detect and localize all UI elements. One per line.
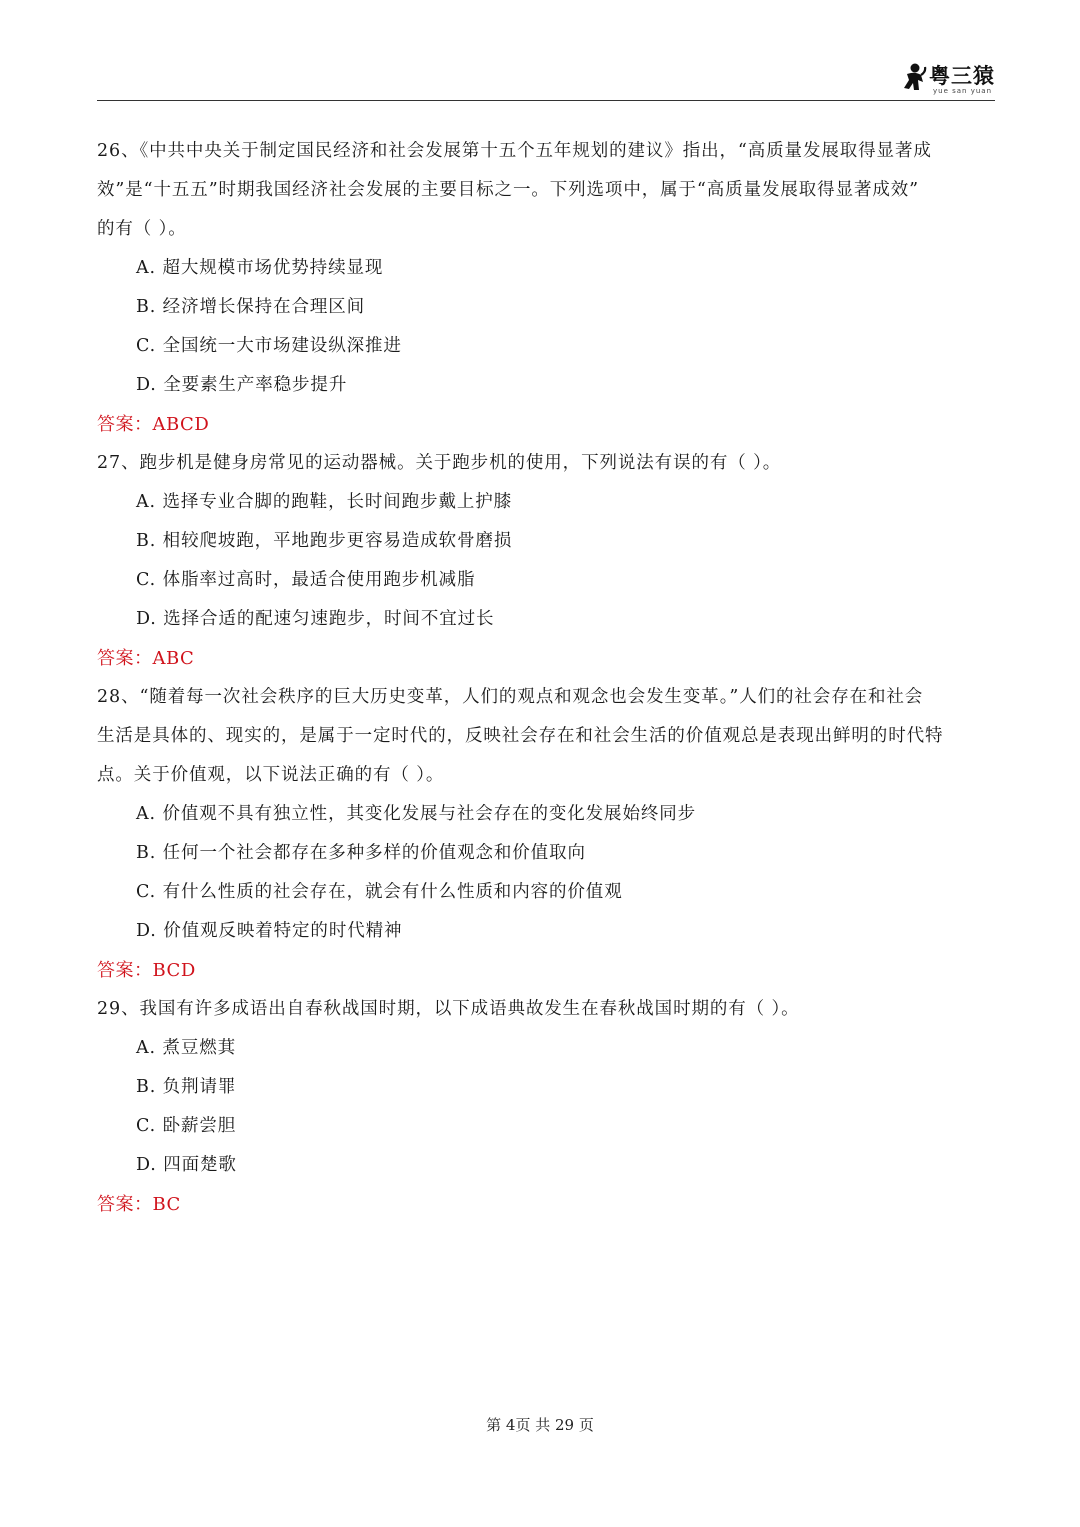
question-text-line: 的有（ ）。 — [97, 219, 187, 239]
page-header — [97, 58, 995, 101]
option-d: D. 四面楚歌 — [136, 1155, 237, 1175]
option-c: C. 全国统一大市场建设纵深推进 — [136, 336, 402, 356]
question-list — [97, 132, 983, 1224]
page-number: 第 4页 共 29 页 — [486, 1416, 594, 1434]
option-b: B. 负荆请罪 — [136, 1077, 237, 1097]
option-a: A. 价值观不具有独立性，其变化发展与社会存在的变化发展始终同步 — [136, 804, 697, 824]
option-a: A. 选择专业合脚的跑鞋，长时间跑步戴上护膝 — [136, 492, 513, 512]
question-27 — [97, 444, 983, 678]
option-c: C. 体脂率过高时，最适合使用跑步机减脂 — [136, 570, 476, 590]
option-b: B. 经济增长保持在合理区间 — [136, 297, 366, 317]
option-a: A. 煮豆燃萁 — [136, 1038, 237, 1058]
option-d: D. 价值观反映着特定的时代精神 — [136, 921, 403, 941]
answer-text: 答案：ABC — [97, 648, 195, 669]
answer-text: 答案：BCD — [97, 960, 196, 981]
option-c: C. 卧薪尝胆 — [136, 1116, 237, 1136]
question-text-line: 26、《中共中央关于制定国民经济和社会发展第十五个五年规划的建议》指出，“高质量发展取得显著成 — [97, 141, 932, 161]
question-text-line: 29、我国有许多成语出自春秋战国时期，以下成语典故发生在春秋战国时期的有（ ）。 — [97, 999, 800, 1019]
question-text-line: 效”是“十五五”时期我国经济社会发展的主要目标之一。下列选项中，属于“高质量发展取得显著成效” — [97, 180, 920, 200]
logo-subtitle: yue san yuan — [933, 87, 993, 95]
question-text-line: 生活是具体的、现实的，是属于一定时代的，反映社会存在和社会生活的价值观总是表现出鲜明的时代特 — [97, 726, 944, 746]
question-text-line: 27、跑步机是健身房常见的运动器械。关于跑步机的使用，下列说法有误的有（ ）。 — [97, 453, 782, 473]
option-b: B. 任何一个社会都存在多种多样的价值观念和价值取向 — [136, 843, 586, 863]
question-26 — [97, 132, 983, 444]
question-29 — [97, 990, 983, 1224]
option-d: D. 全要素生产率稳步提升 — [136, 375, 348, 395]
logo-text: 粤三猿 — [929, 64, 995, 88]
option-d: D. 选择合适的配速匀速跑步，时间不宜过长 — [136, 609, 495, 629]
option-a: A. 超大规模市场优势持续显现 — [136, 258, 384, 278]
question-text-line: 28、“随着每一次社会秩序的巨大历史变革，人们的观点和观念也会发生变革。”人们的社会存在和社会 — [97, 687, 924, 707]
option-c: C. 有什么性质的社会存在，就会有什么性质和内容的价值观 — [136, 882, 623, 902]
logo — [901, 60, 993, 96]
answer-text: 答案：BC — [97, 1194, 181, 1215]
question-text-line: 点。关于价值观，以下说法正确的有（ ）。 — [97, 765, 445, 785]
question-28 — [97, 678, 983, 990]
option-b: B. 相较爬坡跑，平地跑步更容易造成软骨磨损 — [136, 531, 513, 551]
answer-text: 答案：ABCD — [97, 414, 210, 435]
monkey-logo-icon — [901, 62, 927, 92]
